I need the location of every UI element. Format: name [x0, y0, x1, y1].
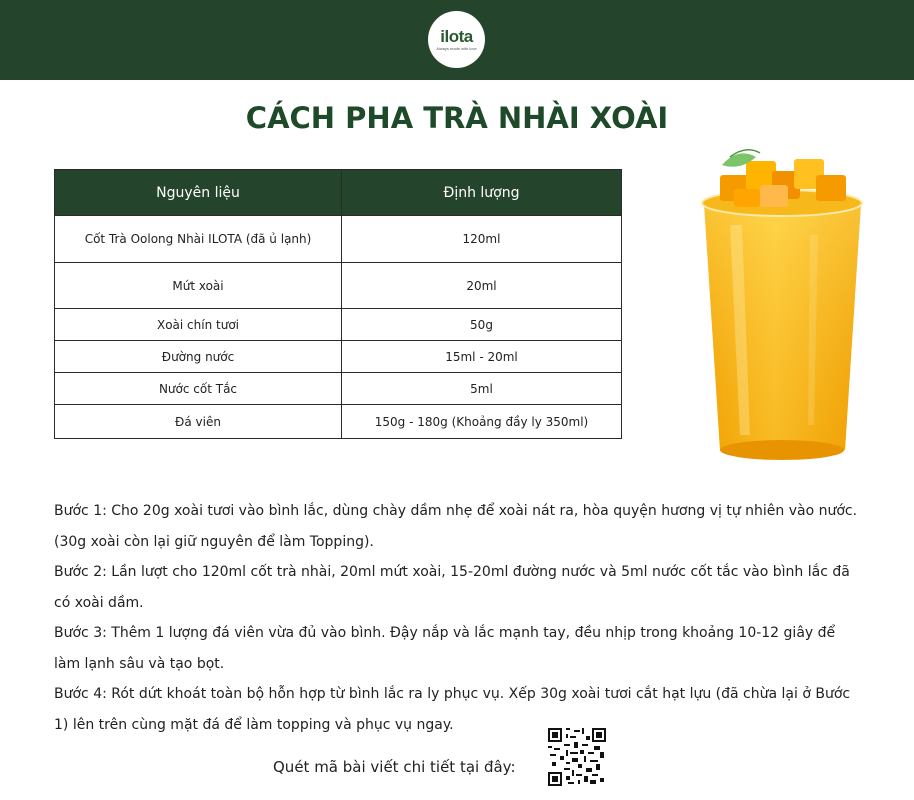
ingredient-cell: Cốt Trà Oolong Nhài ILOTA (đã ủ lạnh): [55, 216, 342, 263]
ingredient-cell: Xoài chín tươi: [55, 309, 342, 341]
table-row: [55, 216, 622, 263]
step-4: Bước 4: Rót dứt khoát toàn bộ hỗn hợp từ bình lắc ra ly phục vụ. Xếp 30g xoài tươi cắt hạt lựu (đã chừa lại ở Bước 1) lên trên cùng mặt đá để làm topping và phục vụ ngay.: [54, 686, 851, 733]
table-header-row: [55, 170, 622, 216]
table-row: [55, 309, 622, 341]
logo-tagline: Always made with love: [436, 46, 477, 51]
top-bar: [0, 0, 914, 80]
logo-text: ilota: [440, 27, 473, 46]
header-ingredient: Nguyên liệu: [55, 170, 342, 216]
table-row: [55, 405, 622, 439]
step-1: Bước 1: Cho 20g xoài tươi vào bình lắc, dùng chày dầm nhẹ để xoài nát ra, hòa quyện hương vị tự nhiên vào nước. (30g xoài còn lại giữ nguyên để làm Topping).: [54, 503, 858, 550]
table-row: [55, 341, 622, 373]
header-amount: Định lượng: [342, 170, 622, 216]
amount-cell: 120ml: [342, 216, 622, 263]
amount-cell: 15ml - 20ml: [342, 341, 622, 373]
amount-cell: 5ml: [342, 373, 622, 405]
amount-cell: 50g: [342, 309, 622, 341]
ingredient-cell: Nước cốt Tắc: [55, 373, 342, 405]
mango-tea-cup-image: [690, 145, 875, 475]
page-title: CÁCH PHA TRÀ NHÀI XOÀI: [245, 101, 669, 135]
ilota-logo[interactable]: [428, 11, 485, 68]
step-3: Bước 3: Thêm 1 lượng đá viên vừa đủ vào bình. Đậy nắp và lắc mạnh tay, đều nhịp trong khoảng 10-12 giây để làm lạnh sâu và tạo bọt.: [54, 625, 836, 672]
table-row: [55, 263, 622, 309]
qr-code-icon[interactable]: [548, 728, 606, 786]
amount-cell: 150g - 180g (Khoảng đầy ly 350ml): [342, 405, 622, 439]
amount-cell: 20ml: [342, 263, 622, 309]
ingredient-cell: Mứt xoài: [55, 263, 342, 309]
table-row: [55, 373, 622, 405]
ingredient-cell: Đá viên: [55, 405, 342, 439]
ingredient-cell: Đường nước: [55, 341, 342, 373]
step-2: Bước 2: Lần lượt cho 120ml cốt trà nhài, 20ml mứt xoài, 15-20ml đường nước và 5ml nước cốt tắc vào bình lắc đã có xoài dầm.: [54, 564, 850, 611]
qr-caption: Quét mã bài viết chi tiết tại đây:: [273, 758, 516, 776]
ingredients-table: [54, 169, 622, 439]
instructions: [54, 496, 859, 740]
